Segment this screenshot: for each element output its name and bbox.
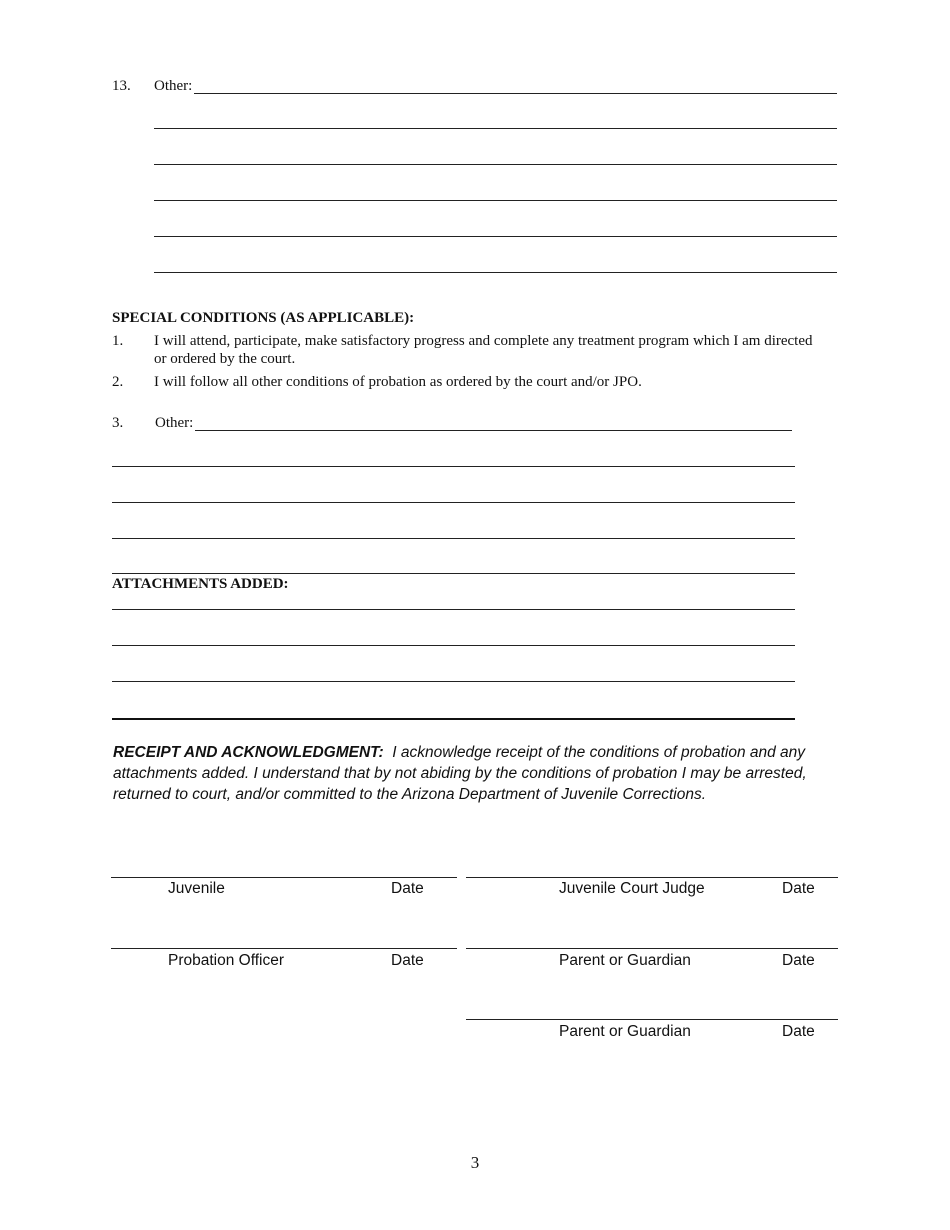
parent-2-label: Parent or Guardian xyxy=(559,1023,691,1040)
special-item-text: I will attend, participate, make satisfactory progress and complete any treatment program which I am directed xyxy=(154,333,813,349)
item-13-input-line[interactable] xyxy=(194,93,837,94)
section-divider xyxy=(112,718,795,720)
item-13-input-line[interactable] xyxy=(154,236,837,237)
special-item-text: I will follow all other conditions of probation as ordered by the court and/or JPO. xyxy=(154,374,642,390)
probation-officer-signature-line[interactable] xyxy=(111,948,457,949)
juvenile-date-label: Date xyxy=(391,880,424,897)
probation-officer-label: Probation Officer xyxy=(168,952,285,969)
special-other-input-line[interactable] xyxy=(112,573,795,574)
judge-date-label: Date xyxy=(782,880,815,897)
special-other-input-line[interactable] xyxy=(112,466,795,467)
item-13-input-line[interactable] xyxy=(154,128,837,129)
attachments-heading: ATTACHMENTS ADDED: xyxy=(112,576,289,592)
parent-label: Parent or Guardian xyxy=(559,952,691,969)
parent-signature-line[interactable] xyxy=(466,948,838,949)
item-13-input-line[interactable] xyxy=(154,200,837,201)
parent-date-label: Date xyxy=(782,952,815,969)
attachments-input-line[interactable] xyxy=(112,609,795,610)
special-item-text: or ordered by the court. xyxy=(154,351,296,367)
parent-2-date-label: Date xyxy=(782,1023,815,1040)
special-item-number: 2. xyxy=(112,374,124,390)
item-13-number: 13. xyxy=(112,78,131,94)
item-13-input-line[interactable] xyxy=(154,272,837,273)
item-13-input-line[interactable] xyxy=(154,164,837,165)
page-number: 3 xyxy=(470,1153,480,1172)
judge-label: Juvenile Court Judge xyxy=(559,880,705,897)
special-other-input-line[interactable] xyxy=(195,430,792,431)
receipt-heading: RECEIPT AND ACKNOWLEDGMENT: xyxy=(113,744,384,761)
attachments-input-line[interactable] xyxy=(112,645,795,646)
parent-2-signature-line[interactable] xyxy=(466,1019,838,1020)
judge-signature-line[interactable] xyxy=(466,877,838,878)
attachments-input-line[interactable] xyxy=(112,681,795,682)
receipt-acknowledgment xyxy=(113,742,825,805)
special-conditions-heading: SPECIAL CONDITIONS (AS APPLICABLE): xyxy=(112,310,415,326)
special-item-number: 3. xyxy=(112,415,124,431)
juvenile-label: Juvenile xyxy=(168,880,225,897)
special-other-input-line[interactable] xyxy=(112,538,795,539)
juvenile-signature-line[interactable] xyxy=(111,877,457,878)
special-item-number: 1. xyxy=(112,333,124,349)
item-13-label: Other: xyxy=(154,78,193,94)
probation-officer-date-label: Date xyxy=(391,952,424,969)
special-item-other-label: Other: xyxy=(155,415,194,431)
special-other-input-line[interactable] xyxy=(112,502,795,503)
receipt-body: I acknowledge receipt of the conditions of probation and any attachments added. I understand that by not abiding by the conditions of probation I may be arrested, returned to court, and/or committed to the Arizona Department of Juvenile Corrections. xyxy=(113,744,807,803)
